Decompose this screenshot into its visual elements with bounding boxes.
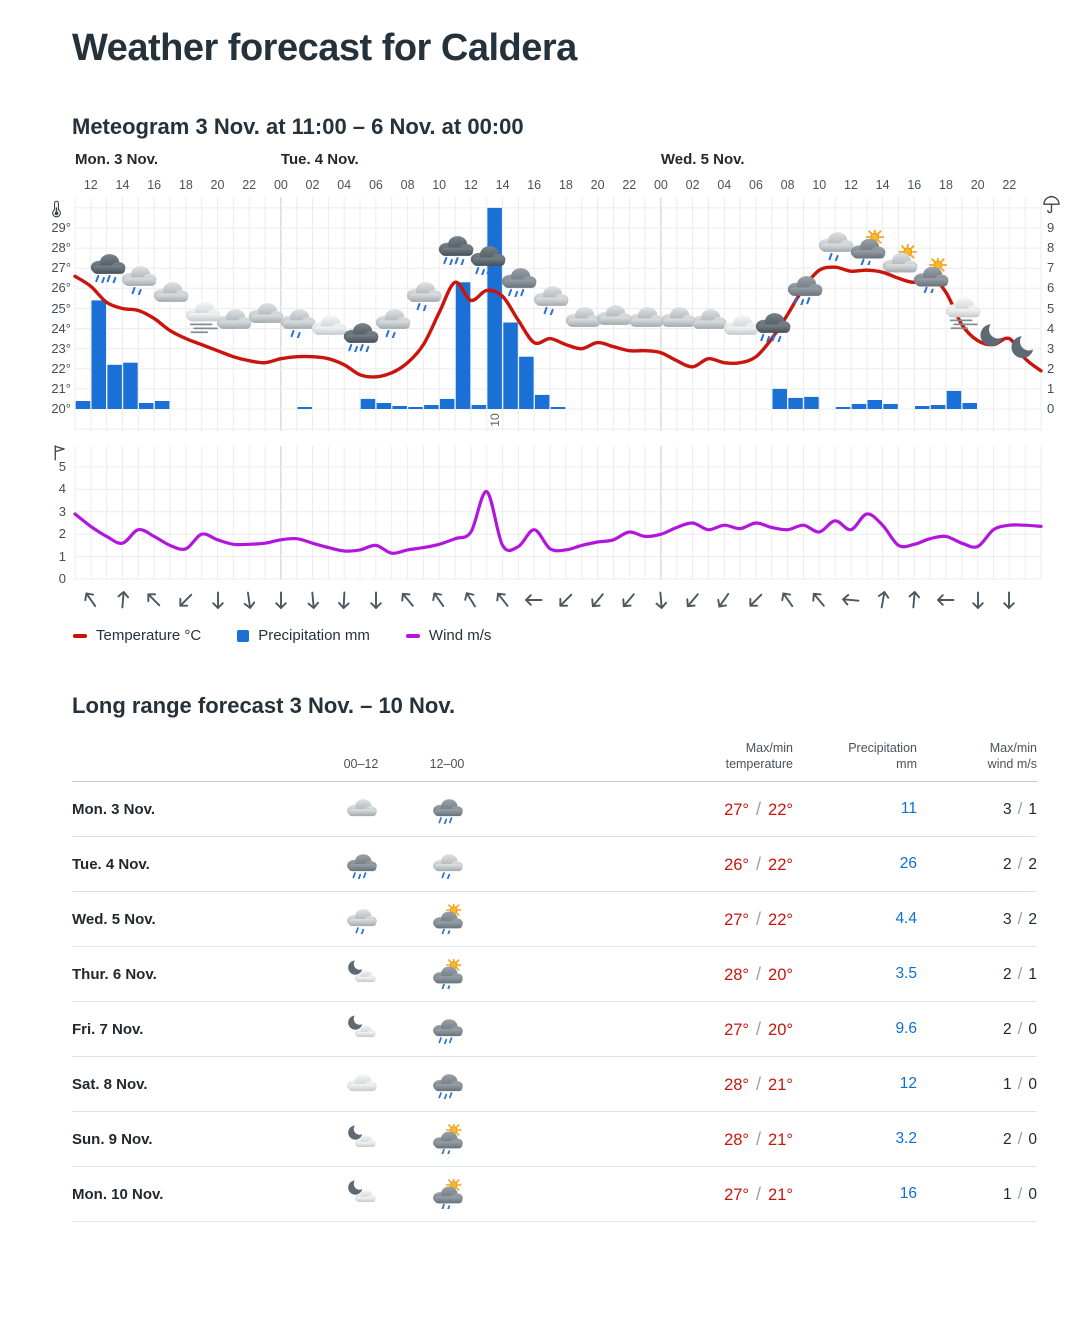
- wind-axis-icon: [51, 443, 68, 462]
- hour-tick-label: 14: [875, 178, 890, 192]
- wind-direction-arrow: [238, 589, 260, 611]
- table-header-row: [72, 732, 1037, 782]
- row-maxmin-temperature: 27° / 22°: [724, 798, 793, 819]
- row-precipitation: 16: [899, 1185, 917, 1202]
- row-day-label: Mon. 10 Nov.: [72, 1185, 164, 1203]
- hour-tick-label: 12: [463, 178, 478, 192]
- wind-direction-arrow: [682, 589, 704, 611]
- meteogram-chart: [0, 151, 1080, 666]
- light-rain-icon: [402, 276, 444, 311]
- wind-direction-arrow: [333, 589, 355, 611]
- sun-cloud-rain-icon: [429, 1124, 465, 1154]
- hour-tick-label: 00: [273, 178, 288, 192]
- hour-tick-label: 14: [115, 178, 130, 192]
- row-day-label: Sat. 8 Nov.: [72, 1075, 148, 1093]
- row-maxmin-temperature: 28° / 20°: [724, 963, 793, 984]
- row-symbol-12-00: [404, 1179, 490, 1209]
- row-maxmin-temperature: 26° / 22°: [724, 853, 793, 874]
- legend-wind-label: Wind m/s: [428, 627, 492, 644]
- header-maxmin-wind: Max/min wind m/s: [987, 741, 1037, 771]
- rain-icon: [429, 1069, 465, 1099]
- row-maxmin-wind: 1 / 0: [1003, 1074, 1037, 1093]
- wind-direction-arrow: [872, 589, 894, 611]
- table-row[interactable]: [72, 782, 1037, 837]
- temp-axis-label: 28°: [51, 240, 71, 256]
- row-maxmin-wind: 2 / 0: [1003, 1019, 1037, 1038]
- temp-axis-label: 25°: [51, 300, 71, 316]
- table-row[interactable]: [72, 1002, 1037, 1057]
- moon-icon: [1004, 331, 1046, 366]
- hour-tick-label: 22: [242, 178, 257, 192]
- legend-precipitation: [237, 627, 370, 644]
- day-label: Wed. 5 Nov.: [660, 151, 745, 168]
- row-day-label: Tue. 4 Nov.: [72, 855, 150, 873]
- table-row[interactable]: [72, 1112, 1037, 1167]
- table-row[interactable]: [72, 947, 1037, 1002]
- moon-cloud-icon: [343, 959, 379, 989]
- row-day-label: Thur. 6 Nov.: [72, 965, 157, 983]
- rain-icon: [783, 270, 825, 305]
- rain-icon: [429, 794, 465, 824]
- precip-axis-label: 1: [1047, 380, 1055, 396]
- wind-direction-arrow: [492, 589, 514, 611]
- wind-direction-arrow: [745, 589, 767, 611]
- row-symbol-00-12: [318, 849, 404, 879]
- chart-legend: [73, 627, 491, 644]
- hour-tick-label: 10: [812, 178, 827, 192]
- header-00-12: 00–12: [343, 757, 379, 771]
- hour-tick-label: 00: [653, 178, 668, 192]
- forecast-symbol: [1004, 331, 1046, 366]
- row-precipitation: 3.2: [895, 1130, 917, 1147]
- row-maxmin-temperature: 27° / 21°: [724, 1183, 793, 1204]
- moon-cloud-icon: [343, 1179, 379, 1209]
- row-symbol-00-12: [318, 1069, 404, 1099]
- wind-direction-arrow: [302, 589, 324, 611]
- forecast-symbol: [909, 258, 951, 293]
- wind-direction-arrow: [935, 589, 957, 611]
- sun-cloud-rain-icon: [909, 258, 951, 293]
- header-precipitation: Precipitation mm: [848, 741, 917, 771]
- row-symbol-12-00: [404, 1069, 490, 1099]
- wind-axis-label: 4: [58, 481, 66, 497]
- wind-direction-arrow: [587, 589, 609, 611]
- row-symbol-00-12: [318, 904, 404, 934]
- hour-tick-label: 06: [368, 178, 383, 192]
- row-symbol-12-00: [404, 794, 490, 824]
- umbrella-axis-icon: [1042, 195, 1061, 215]
- hour-tick-label: 06: [749, 178, 763, 192]
- precip-axis-label: 3: [1047, 340, 1055, 356]
- row-precipitation: 12: [899, 1075, 917, 1092]
- wind-direction-arrow: [713, 589, 735, 611]
- row-precipitation: 9.6: [895, 1020, 917, 1037]
- temperature-line-marker: [73, 634, 87, 638]
- row-precipitation: 3.5: [895, 965, 917, 982]
- legend-wind: [406, 627, 492, 644]
- hour-tick-label: 16: [907, 178, 922, 192]
- row-maxmin-wind: 3 / 2: [1003, 909, 1037, 928]
- wind-axis-label: 3: [58, 503, 66, 519]
- moon-cloud-icon: [343, 1124, 379, 1154]
- wind-vane-icon: [51, 443, 68, 462]
- wind-panel: [44, 446, 1060, 580]
- hour-tick-label: 12: [844, 178, 858, 192]
- row-symbol-12-00: [404, 959, 490, 989]
- hour-tick-label: 18: [178, 178, 193, 192]
- header-12-00: 12–00: [429, 757, 465, 771]
- wind-direction-arrow: [523, 589, 545, 611]
- precip-bar-value-label: 10: [487, 413, 502, 427]
- hour-tick-label: 22: [1002, 178, 1017, 192]
- row-maxmin-temperature: 28° / 21°: [724, 1073, 793, 1094]
- wind-axis-label: 1: [58, 548, 66, 564]
- wind-direction-arrow: [270, 589, 292, 611]
- table-row[interactable]: [72, 892, 1037, 947]
- temp-axis-label: 22°: [51, 360, 71, 376]
- page-title: Weather forecast for Caldera: [72, 27, 577, 69]
- table-row[interactable]: [72, 837, 1037, 892]
- precip-axis-label: 7: [1047, 260, 1055, 276]
- row-symbol-00-12: [318, 794, 404, 824]
- table-row[interactable]: [72, 1167, 1037, 1222]
- hour-tick-label: 16: [147, 178, 162, 192]
- row-symbol-00-12: [318, 1179, 404, 1209]
- cloud-light-icon: [343, 1069, 379, 1099]
- wind-direction-arrow: [998, 589, 1020, 611]
- meteogram-title: Meteogram 3 Nov. at 11:00 – 6 Nov. at 00:00: [72, 114, 524, 139]
- row-maxmin-wind: 2 / 0: [1003, 1129, 1037, 1148]
- sun-cloud-rain-icon: [429, 959, 465, 989]
- legend-temperature: [73, 627, 201, 644]
- row-maxmin-wind: 2 / 2: [1003, 854, 1037, 873]
- hour-tick-label: 20: [970, 178, 985, 192]
- wind-line-marker: [406, 634, 420, 638]
- precipitation-square-marker: [237, 630, 249, 642]
- forecast-symbol: [783, 270, 825, 305]
- light-rain-icon: [429, 849, 465, 879]
- row-maxmin-wind: 2 / 1: [1003, 964, 1037, 983]
- hour-tick-label: 18: [939, 178, 953, 192]
- row-symbol-00-12: [318, 959, 404, 989]
- row-maxmin-wind: 3 / 1: [1003, 799, 1037, 818]
- wind-direction-arrow: [618, 589, 640, 611]
- forecast-symbol: [751, 307, 793, 342]
- precip-axis-label: 2: [1047, 360, 1055, 376]
- legend-temperature-label: Temperature °C: [96, 627, 202, 644]
- table-row[interactable]: [72, 1057, 1037, 1112]
- temp-axis-label: 23°: [51, 340, 71, 356]
- hour-tick-label: 18: [558, 178, 573, 192]
- row-symbol-00-12: [318, 1014, 404, 1044]
- hour-tick-label: 14: [495, 178, 510, 192]
- wind-direction-arrow: [840, 589, 862, 611]
- sun-cloud-rain-icon: [429, 1179, 465, 1209]
- wind-axis-label: 2: [58, 526, 66, 542]
- hour-tick-label: 04: [717, 178, 732, 192]
- row-precipitation: 4.4: [895, 910, 917, 927]
- cloud-icon: [343, 794, 379, 824]
- rain-icon: [429, 1014, 465, 1044]
- hour-tick-label: 02: [305, 178, 320, 192]
- thermometer-icon: [49, 197, 64, 222]
- wind-direction-arrow: [808, 589, 830, 611]
- row-precipitation: 26: [899, 855, 917, 872]
- temp-axis-label: 24°: [51, 320, 71, 336]
- longrange-title: Long range forecast 3 Nov. – 10 Nov.: [72, 693, 456, 718]
- wind-axis-label: 5: [58, 459, 66, 474]
- day-label: Mon. 3 Nov.: [75, 151, 159, 168]
- wind-direction-arrow: [903, 589, 925, 611]
- hour-tick-label: 04: [337, 178, 352, 192]
- rain-icon: [343, 849, 379, 879]
- umbrella-icon: [1042, 195, 1061, 215]
- forecast-symbol: [402, 276, 444, 311]
- longrange-table: [72, 732, 1037, 1222]
- hour-tick-label: 20: [210, 178, 225, 192]
- legend-precipitation-label: Precipitation mm: [258, 627, 370, 644]
- wind-direction-arrow: [397, 589, 419, 611]
- wind-direction-arrow: [777, 589, 799, 611]
- hour-tick-label: 02: [685, 178, 700, 192]
- row-symbol-12-00: [404, 849, 490, 879]
- temp-axis-label: 26°: [51, 280, 71, 296]
- precip-axis-label: 6: [1047, 280, 1055, 296]
- row-symbol-00-12: [318, 1124, 404, 1154]
- row-maxmin-temperature: 28° / 21°: [724, 1128, 793, 1149]
- wind-direction-arrow: [967, 589, 989, 611]
- wind-direction-arrow: [428, 589, 450, 611]
- temp-axis-label: 21°: [51, 380, 71, 396]
- hour-tick-label: 08: [400, 178, 415, 192]
- wind-direction-arrow: [555, 589, 577, 611]
- precip-axis-label: 0: [1047, 401, 1055, 416]
- row-symbol-12-00: [404, 1014, 490, 1044]
- hour-tick-label: 20: [590, 178, 605, 192]
- wind-direction-arrow: [650, 589, 672, 611]
- row-day-label: Mon. 3 Nov.: [72, 800, 156, 818]
- temp-axis-label: 27°: [51, 260, 71, 276]
- header-maxmin-temperature: Max/min temperature: [725, 741, 793, 771]
- wind-direction-arrow: [80, 589, 102, 611]
- wind-direction-arrow: [365, 589, 387, 611]
- precip-axis-label: 8: [1047, 240, 1055, 256]
- wind-direction-arrow: [175, 589, 197, 611]
- moon-cloud-icon: [343, 1014, 379, 1044]
- precip-axis-label: 5: [1047, 300, 1055, 316]
- wind-direction-arrow: [460, 589, 482, 611]
- row-symbol-12-00: [404, 1124, 490, 1154]
- row-day-label: Wed. 5 Nov.: [72, 910, 156, 928]
- row-symbol-12-00: [404, 904, 490, 934]
- wind-axis-label: 0: [58, 571, 66, 586]
- heavy-rain-icon: [751, 307, 793, 342]
- precip-axis-label: 4: [1047, 320, 1055, 336]
- thermometer-axis-icon: [49, 197, 64, 222]
- temp-axis-label: 29°: [51, 220, 71, 235]
- row-day-label: Fri. 7 Nov.: [72, 1020, 144, 1038]
- row-maxmin-temperature: 27° / 22°: [724, 908, 793, 929]
- hour-tick-label: 16: [527, 178, 542, 192]
- sun-cloud-rain-icon: [429, 904, 465, 934]
- hour-tick-label: 10: [432, 178, 447, 192]
- row-maxmin-temperature: 27° / 20°: [724, 1018, 793, 1039]
- hour-tick-label: 08: [780, 178, 795, 192]
- row-day-label: Sun. 9 Nov.: [72, 1130, 153, 1148]
- wind-direction-arrow: [143, 589, 165, 611]
- day-label: Tue. 4 Nov.: [280, 151, 359, 168]
- light-rain-icon: [343, 904, 379, 934]
- hour-tick-label: 22: [622, 178, 637, 192]
- wind-direction-arrow: [207, 589, 229, 611]
- row-maxmin-wind: 1 / 0: [1003, 1184, 1037, 1203]
- precip-axis-label: 9: [1047, 220, 1055, 235]
- row-precipitation: 11: [900, 800, 917, 817]
- wind-direction-arrow: [112, 589, 134, 611]
- hour-tick-label: 12: [83, 178, 98, 192]
- temp-axis-label: 20°: [51, 401, 71, 416]
